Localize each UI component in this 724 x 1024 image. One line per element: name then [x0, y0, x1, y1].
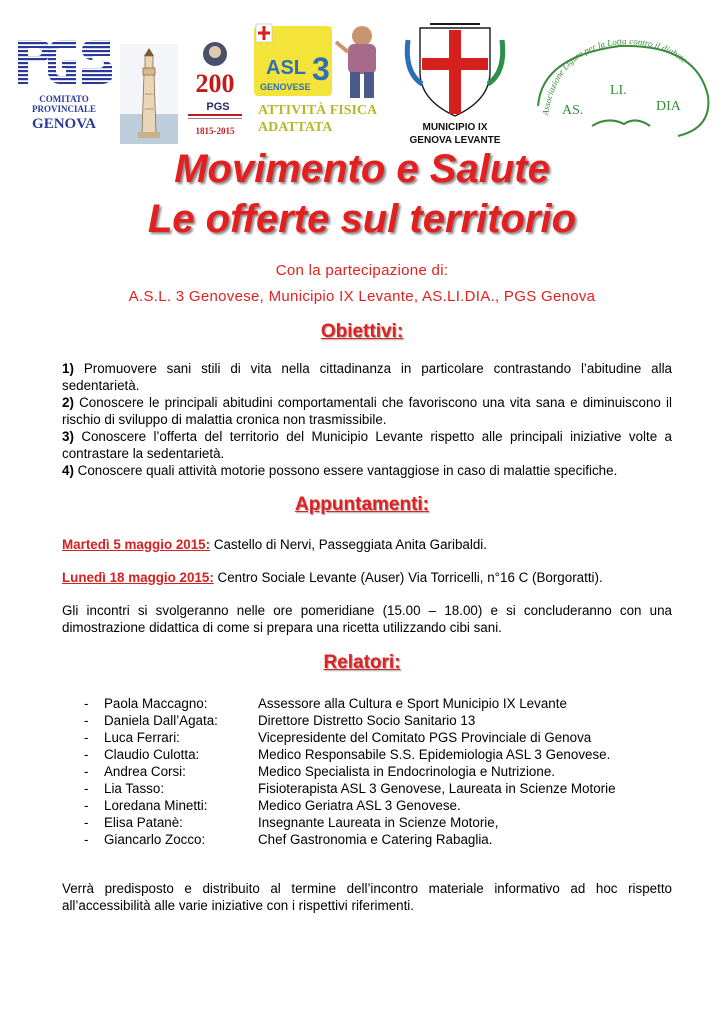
speaker-row: - Giancarlo Zocco: Chef Gastronomia e Catering Rabaglia.	[84, 832, 493, 847]
svg-text:DIA: DIA	[656, 99, 681, 114]
speaker-name: Paola Maccagno:	[104, 696, 208, 711]
aslidia-logo	[528, 36, 714, 144]
speakers-heading: Relatori:	[323, 652, 401, 673]
logo-strip	[0, 16, 724, 146]
pgs-200-years: 1815-2015	[195, 126, 235, 136]
speaker-role: Medico Responsabile S.S. Epidemiologia ASL 3 Genovese.	[258, 747, 611, 762]
appointment-date: Martedì 5 maggio 2015:	[62, 537, 211, 552]
asl3-emblem-icon	[252, 22, 382, 102]
speaker-row: - Luca Ferrari: Vicepresidente del Comitato PGS Provinciale di Genova	[84, 730, 592, 745]
svg-text:Associazione Ligure per la Lot: Associazione Ligure per la Lotta contro il diabete	[540, 36, 690, 117]
speaker-name: Luca Ferrari:	[104, 730, 180, 745]
appointment-note: Gli incontri si svolgeranno nelle ore pomeridiane (15.00 – 18.00) e si concluderanno con una dimostrazione didattica di come si prepara una ricetta utilizzando cibi sani.	[62, 603, 672, 635]
participation-intro: Con la partecipazione di:	[275, 262, 449, 279]
speaker-name: Elisa Patanè:	[104, 815, 183, 830]
speaker-name: Daniela Dall’Agata:	[104, 713, 218, 728]
svg-text:LI.: LI.	[610, 83, 627, 98]
appointment-item	[62, 536, 682, 553]
svg-text:ASL: ASL	[266, 57, 306, 79]
speaker-row: - Lia Tasso: Fisioterapista ASL 3 Genovese, Laureata in Scienze Motorie	[84, 781, 616, 796]
speaker-name: Loredana Minetti:	[104, 798, 208, 813]
objective-item: 4) Conoscere quali attività motorie possono essere vantaggiose in caso di malattie specifiche.	[62, 463, 618, 478]
pgs-committee: COMITATO PROVINCIALE	[31, 94, 96, 114]
title-line-2: Le offerte sul territorio	[147, 197, 577, 241]
speaker-name: Claudio Culotta:	[104, 747, 200, 762]
speaker-row: - Paola Maccagno: Assessore alla Cultura e Sport Municipio IX Levante	[84, 696, 567, 711]
closing-note: Verrà predisposto e distribuito al termine dell’incontro materiale informativo ad hoc rispetto all’accessibilità alle varie iniziative con i rispettivi riferimenti.	[62, 881, 672, 913]
pgs-200-emblem-icon	[180, 38, 250, 126]
asl3-logo	[252, 22, 382, 150]
municipio-logo	[400, 22, 510, 152]
speaker-role: Vicepresidente del Comitato PGS Provinciale di Genova	[258, 730, 592, 745]
speaker-row: - Daniela Dall’Agata: Direttore Distretto Socio Sanitario 13	[84, 713, 476, 728]
speaker-role: Assessore alla Cultura e Sport Municipio IX Levante	[258, 696, 567, 711]
municipio-line2: GENOVA LEVANTE	[409, 135, 501, 146]
speaker-role: Medico Specialista in Endocrinologia e Nutrizione.	[258, 764, 555, 779]
speaker-role: Fisioterapista ASL 3 Genovese, Laureata in Scienze Motorie	[258, 781, 616, 796]
objective-item: 2) Conoscere le principali abitudini comportamentali che favoriscono una vita sana e diminuiscono il rischio di sviluppo di malattia cronica non trasmissibile.	[62, 395, 672, 427]
speaker-row: - Claudio Culotta: Medico Responsabile S.S. Epidemiologia ASL 3 Genovese.	[84, 747, 611, 762]
appointment-date: Lunedì 18 maggio 2015:	[62, 570, 214, 585]
pgs-200-logo	[180, 38, 250, 146]
speaker-name: Lia Tasso:	[104, 781, 165, 796]
appointment-place: Centro Sociale Levante (Auser) Via Torricelli, n°16 C (Borgoratti).	[213, 570, 603, 585]
speaker-role: Direttore Distretto Socio Sanitario 13	[258, 713, 476, 728]
appointments-heading: Appuntamenti:	[294, 494, 430, 515]
speaker-name: Giancarlo Zocco:	[104, 832, 206, 847]
speaker-role: Medico Geriatra ASL 3 Genovese.	[258, 798, 461, 813]
svg-text:GENOVESE: GENOVESE	[260, 82, 311, 92]
participation-list: A.S.L. 3 Genovese, Municipio IX Levante, AS.LI.DIA., PGS Genova	[128, 288, 596, 305]
pgs-logo	[14, 38, 114, 146]
svg-text:200: 200	[195, 69, 235, 98]
svg-text:PGS: PGS	[206, 101, 230, 113]
title-line-1: Movimento e Salute	[174, 147, 550, 191]
objectives-heading: Obiettivi:	[320, 321, 404, 342]
speaker-row: - Loredana Minetti: Medico Geriatra ASL 3 Genovese.	[84, 798, 461, 813]
lighthouse-icon	[120, 44, 178, 144]
svg-text:3: 3	[312, 51, 330, 87]
speaker-name: Andrea Corsi:	[104, 764, 186, 779]
asl-activity-label: ATTIVITÀ FISICA ADATTATA	[258, 103, 378, 135]
svg-text:AS.: AS.	[562, 103, 584, 118]
municipio-line1: MUNICIPIO IX	[422, 122, 488, 133]
speaker-row: - Elisa Patanè: Insegnante Laureata in Scienze Motorie,	[84, 815, 499, 830]
speaker-role: Chef Gastronomia e Catering Rabaglia.	[258, 832, 493, 847]
objective-item: 3) Conoscere l’offerta del territorio del Municipio Levante rispetto alle principali iniziative volte a contrastare la sedentarietà.	[62, 429, 672, 461]
speaker-row: - Andrea Corsi: Medico Specialista in Endocrinologia e Nutrizione.	[84, 764, 555, 779]
appointment-place: Castello di Nervi, Passeggiata Anita Garibaldi.	[210, 537, 487, 552]
speaker-role: Insegnante Laureata in Scienze Motorie,	[258, 815, 499, 830]
objective-item: 1) Promuovere sani stili di vita nella cittadinanza in particolare contrastando l’abitudine alla sedentarietà.	[62, 361, 672, 393]
pgs-city: GENOVA	[32, 116, 96, 132]
municipio-shield-icon	[400, 22, 510, 122]
pgs-mark-icon	[16, 38, 112, 86]
appointment-item	[62, 569, 682, 586]
